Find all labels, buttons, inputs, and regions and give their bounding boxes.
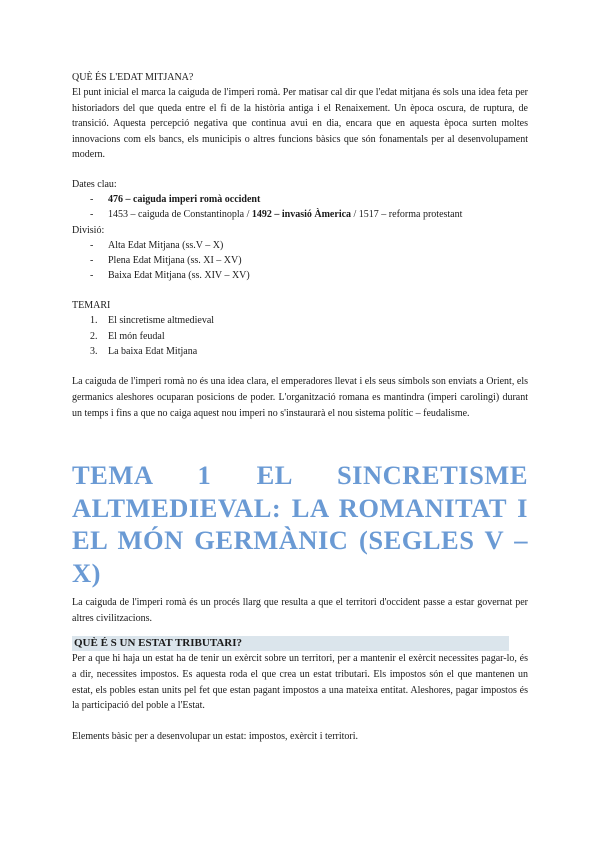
temari-item-number: 1. xyxy=(90,315,98,327)
intro-paragraph: El punt inicial el marca la caiguda de l'imperi romà. Per matisar cal dir que l'edat mitjana és sols una idea feta per historiadors del que queda entre el fi de la història antiga i el Renaixement. Un època oscura, de ruptura, de transició. Aquesta percepció negativa que continua avui en dia, encara que en aquesta època surten moltes innovacions com els bancs, els municipis o altres funcions bàsics que són fonamentals per al desenvolupament modern. xyxy=(72,87,528,161)
temari-item xyxy=(72,329,528,344)
estat-elements: Elements bàsic per a desenvolupar un estat: impostos, exèrcit i territori. xyxy=(72,730,359,742)
dates-item-2-bold: 1492 – invasió Àmerica xyxy=(251,209,352,221)
dates-item-2-a: 1453 – caiguda de Constantinopla / xyxy=(108,209,252,221)
division-item: - Alta Edat Mitjana (ss.V – X) xyxy=(90,239,224,251)
tema-paragraph: La caiguda de l'imperi romà és un procés llarg que resulta a que el territori d'occident passe a estar governat per altres civilitzacions. xyxy=(72,597,528,624)
temari-item-text: El sincretisme altmedieval xyxy=(108,315,215,327)
dates-item-1-text: 476 – caiguda imperi romà occident xyxy=(108,193,261,205)
division-label: Divisió: xyxy=(72,224,105,236)
temari-item xyxy=(72,313,528,328)
dates-label: Dates clau: xyxy=(72,178,117,190)
temari-item-text: El món feudal xyxy=(108,330,165,342)
division-item: - Baixa Edat Mitjana (ss. XIV – XV) xyxy=(90,270,250,282)
dates-item-1: - 476 – caiguda imperi romà occident xyxy=(90,193,261,205)
romanitat-paragraph: La caiguda de l'imperi romà no és una idea clara, el emperadores llevat i els seus símbols son enviats a Orient, els germanics aleshores ocuparan posicions de poder. L'organització romana es mantindra (imperi carolingi) durant un temps i fins a que no caiga aquest nou imperi no s'instaurarà el nou sistema polític – feudalisme. xyxy=(72,376,528,419)
division-list xyxy=(72,238,528,284)
temari-item-number: 3. xyxy=(90,346,98,358)
document-page xyxy=(72,70,528,744)
temari-item xyxy=(72,344,528,359)
temari-list xyxy=(72,313,528,359)
tema-title: TEMA 1 EL SINCRETISME ALTMEDIEVAL: LA ROMANITAT I EL MÓN GERMÀNIC (SEGLES V – X) xyxy=(72,460,528,588)
estat-paragraph: Per a que hi haja un estat ha de tenir un exèrcit sobre un territori, per a mantenir el exèrcit necessites pagar-lo, és a dir, necessites impostos. Es aquesta roda el que crea un estat tributari. Els impostos són el que mantenen un estat, els pobles estan units pel fet que estan pagant impostos a una mateixa entitat. Aleshores, pagar impostos és la participació del poble a l'Estat. xyxy=(72,653,528,712)
estat-heading: QUÈ É S UN ESTAT TRIBUTARI? xyxy=(72,636,509,651)
temari-label: TEMARI xyxy=(72,300,111,312)
division-item-text: Plena Edat Mitjana (ss. XI – XV) xyxy=(108,254,242,266)
division-item: - Plena Edat Mitjana (ss. XI – XV) xyxy=(90,254,242,266)
temari-item-text: La baixa Edat Mitjana xyxy=(108,346,198,358)
temari-item-number: 2. xyxy=(90,330,98,342)
division-item-text: Baixa Edat Mitjana (ss. XIV – XV) xyxy=(108,270,250,282)
dates-list xyxy=(72,192,528,223)
intro-heading: QUÈ ÉS L'EDAT MITJANA? xyxy=(72,72,194,83)
dates-item-2: - 1453 – caiguda de Constantinopla / 1492 – invasió Àmerica / 1517 – reforma protestant xyxy=(90,209,463,221)
division-item-text: Alta Edat Mitjana (ss.V – X) xyxy=(108,239,224,251)
dates-item-2-b: / 1517 – reforma protestant xyxy=(351,209,463,221)
